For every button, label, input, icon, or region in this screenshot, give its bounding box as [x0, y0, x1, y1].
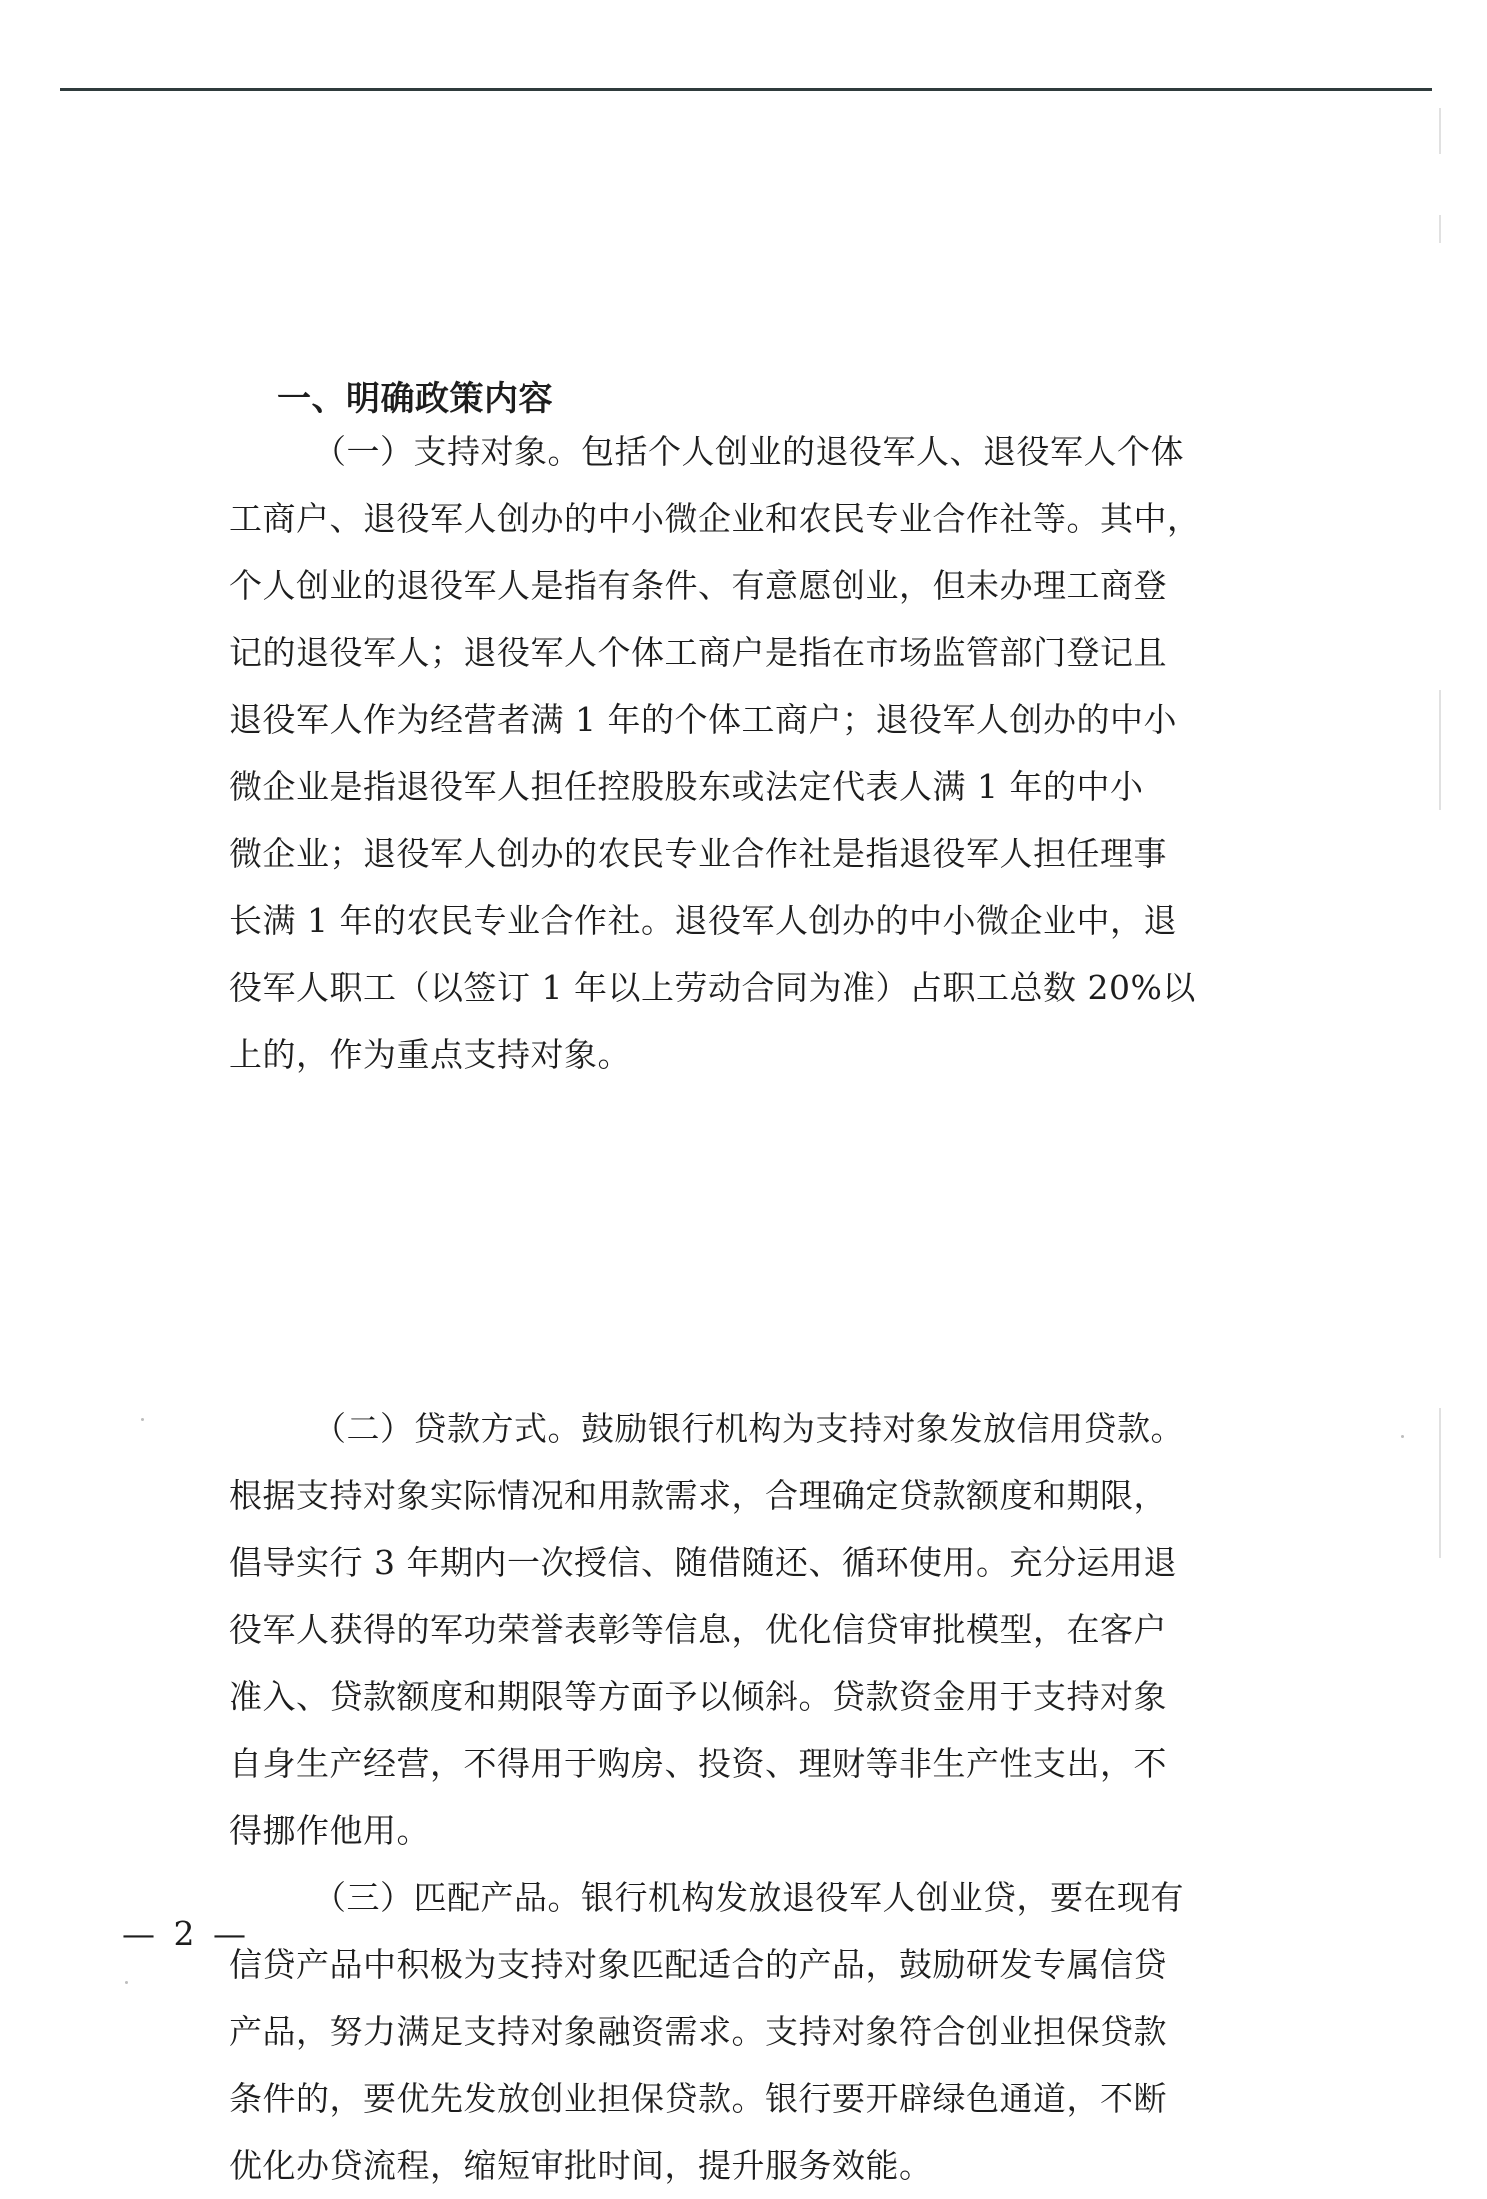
paragraph-line: 信贷产品中积极为支持对象匹配适合的产品，鼓励研发专属信贷: [229, 1945, 1167, 1984]
paragraph-line: 根据支持对象实际情况和用款需求，合理确定贷款额度和期限，: [229, 1476, 1167, 1515]
scan-dust-mark: [141, 1418, 144, 1421]
paragraph-line: 条件的，要优先发放创业担保贷款。银行要开辟绿色通道，不断: [229, 2079, 1167, 2118]
paragraph-line: 准入、贷款额度和期限等方面予以倾斜。贷款资金用于支持对象: [229, 1677, 1167, 1716]
paragraph-matching-products: [229, 1864, 1229, 2199]
paragraph-line: 役军人职工（以签订 1 年以上劳动合同为准）占职工总数 20%以: [229, 968, 1196, 1007]
paragraph-line: 退役军人作为经营者满 1 年的个体工商户；退役军人创办的中小: [229, 700, 1177, 739]
scan-edge-mark: [1439, 690, 1441, 810]
paragraph-line: 长满 1 年的农民专业合作社。退役军人创办的中小微企业中，退: [229, 901, 1177, 940]
paragraph-line: 上的，作为重点支持对象。: [229, 1035, 631, 1074]
scan-edge-mark: [1439, 108, 1441, 154]
paragraph-line: （三）匹配产品。银行机构发放退役军人创业贷，要在现有: [313, 1878, 1184, 1917]
scan-edge-mark: [1439, 1408, 1441, 1558]
paragraph-line: 微企业是指退役军人担任控股股东或法定代表人满 1 年的中小: [229, 767, 1144, 806]
paragraph-line: 工商户、退役军人创办的中小微企业和农民专业合作社等。其中，: [229, 499, 1201, 538]
paragraph-line: 微企业；退役军人创办的农民专业合作社是指退役军人担任理事: [229, 834, 1167, 873]
paragraph-line: 自身生产经营，不得用于购房、投资、理财等非生产性支出，不: [229, 1744, 1167, 1783]
scan-edge-mark: [1439, 215, 1441, 243]
paragraph-line: 产品，努力满足支持对象融资需求。支持对象符合创业担保贷款: [229, 2012, 1167, 2051]
paragraph-line: 记的退役军人；退役军人个体工商户是指在市场监管部门登记且: [229, 633, 1167, 672]
paragraph-line: 倡导实行 3 年期内一次授信、随借随还、循环使用。充分运用退: [229, 1543, 1177, 1582]
paragraph-line: 得挪作他用。: [229, 1811, 430, 1850]
scan-dust-mark: [125, 1981, 128, 1984]
header-rule: [60, 88, 1432, 91]
page-number: — 2 —: [122, 1914, 250, 1953]
paragraph-line: 优化办贷流程，缩短审批时间，提升服务效能。: [229, 2146, 933, 2185]
paragraph-line: （二）贷款方式。鼓励银行机构为支持对象发放信用贷款。: [313, 1409, 1184, 1448]
paragraph-line: （一）支持对象。包括个人创业的退役军人、退役军人个体: [313, 432, 1184, 471]
paragraph-line: 个人创业的退役军人是指有条件、有意愿创业，但未办理工商登: [229, 566, 1167, 605]
paragraph-loan-method: [229, 1395, 1229, 1864]
scan-dust-mark: [1401, 1435, 1404, 1438]
paragraph-line: 役军人获得的军功荣誉表彰等信息，优化信贷审批模型，在客户: [229, 1610, 1167, 1649]
paragraph-support-targets: [229, 418, 1229, 1088]
section-heading: 一、明确政策内容: [277, 378, 553, 419]
